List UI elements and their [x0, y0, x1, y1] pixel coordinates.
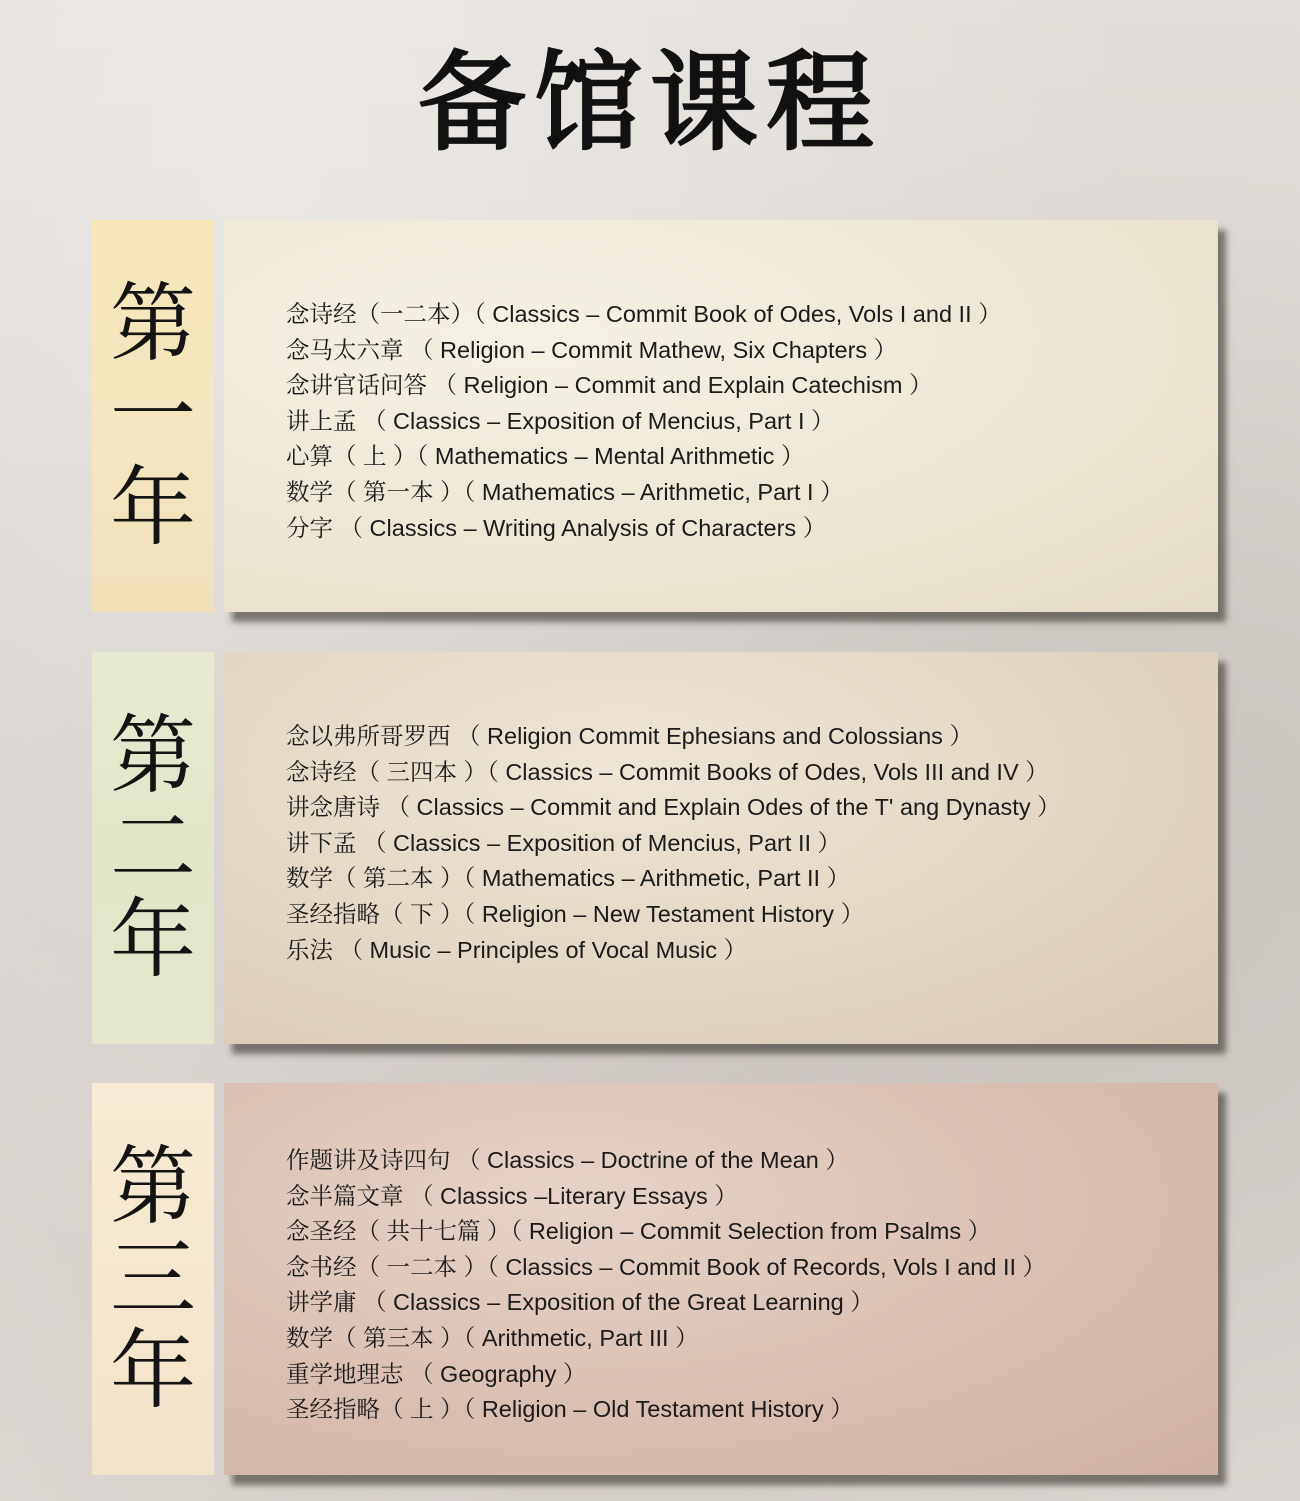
- year-label-char: 年: [110, 458, 196, 558]
- year-label-char: 三: [110, 1229, 196, 1329]
- course-item: 念马太六章 （ Religion – Commit Mathew, Six Chapters ）: [286, 336, 898, 363]
- course-list: [286, 1143, 1046, 1428]
- course-item: 讲上孟 （ Classics – Exposition of Mencius, Part I ）: [286, 407, 835, 434]
- course-item: 念以弗所哥罗西 （ Religion Commit Ephesians and Colossians ）: [286, 723, 973, 749]
- course-item: 心算（ 上 ）（ Mathematics – Mental Arithmetic ）: [286, 443, 805, 470]
- course-item: 数学（ 第三本 ）（ Arithmetic, Part III ）: [286, 1324, 699, 1351]
- course-card-2: [224, 652, 1218, 1044]
- year-label-1: [92, 220, 214, 612]
- course-item: 念诗经（ 三四本 ）（ Classics – Commit Books of Odes, Vols III and IV ）: [286, 758, 1049, 785]
- course-item: 念诗经（一二本）（ Classics – Commit Book of Odes, Vols I and II ）: [286, 301, 1002, 327]
- course-item: 分字 （ Classics – Writing Analysis of Characters ）: [286, 514, 827, 541]
- course-list: [286, 719, 1061, 968]
- year-label-char: 第: [110, 1137, 196, 1237]
- course-item: 念圣经（ 共十七篇 ）（ Religion – Commit Selection from Psalms ）: [286, 1218, 992, 1245]
- course-item: 乐法 （ Music – Principles of Vocal Music ）: [286, 936, 747, 963]
- year-label-3: [92, 1083, 214, 1475]
- year-label-2: [92, 652, 214, 1044]
- year-label-char: 年: [110, 890, 196, 990]
- year-section-1: [92, 220, 1218, 612]
- course-list: [286, 297, 1002, 546]
- year-label-char: 一: [110, 366, 196, 466]
- course-item: 数学（ 第二本 ）（ Mathematics – Arithmetic, Part II ）: [286, 865, 851, 892]
- course-item: 念书经（ 一二本 ）（ Classics – Commit Book of Records, Vols I and II ）: [286, 1253, 1047, 1280]
- course-item: 圣经指略（ 上 ）（ Religion – Old Testament History ）: [286, 1396, 854, 1423]
- course-item: 讲念唐诗 （ Classics – Commit and Explain Odes of the T' ang Dynasty ）: [286, 794, 1061, 821]
- course-item: 重学地理志 （ Geography ）: [286, 1360, 587, 1387]
- year-label-char: 年: [110, 1321, 196, 1421]
- course-item: 念讲官话问答 （ Religion – Commit and Explain Catechism ）: [286, 372, 933, 399]
- course-card-3: [224, 1083, 1218, 1475]
- course-card-1: [224, 220, 1218, 612]
- year-label-char: 第: [110, 274, 196, 374]
- page-title: 备馆课程: [417, 41, 882, 166]
- course-item: 念半篇文章 （ Classics –Literary Essays ）: [286, 1182, 738, 1209]
- course-item: 讲下孟 （ Classics – Exposition of Mencius, Part II ）: [286, 829, 842, 856]
- year-section-2: [92, 652, 1218, 1044]
- course-item: 数学（ 第一本 ）（ Mathematics – Arithmetic, Part I ）: [286, 478, 844, 505]
- course-item: 圣经指略（ 下 ）（ Religion – New Testament History ）: [286, 900, 865, 927]
- year-label-char: 第: [110, 706, 196, 806]
- course-item: 作题讲及诗四句 （ Classics – Doctrine of the Mean ）: [286, 1147, 849, 1173]
- year-label-char: 二: [110, 798, 196, 898]
- course-item: 讲学庸 （ Classics – Exposition of the Great Learning ）: [286, 1289, 874, 1316]
- year-section-3: [92, 1083, 1218, 1475]
